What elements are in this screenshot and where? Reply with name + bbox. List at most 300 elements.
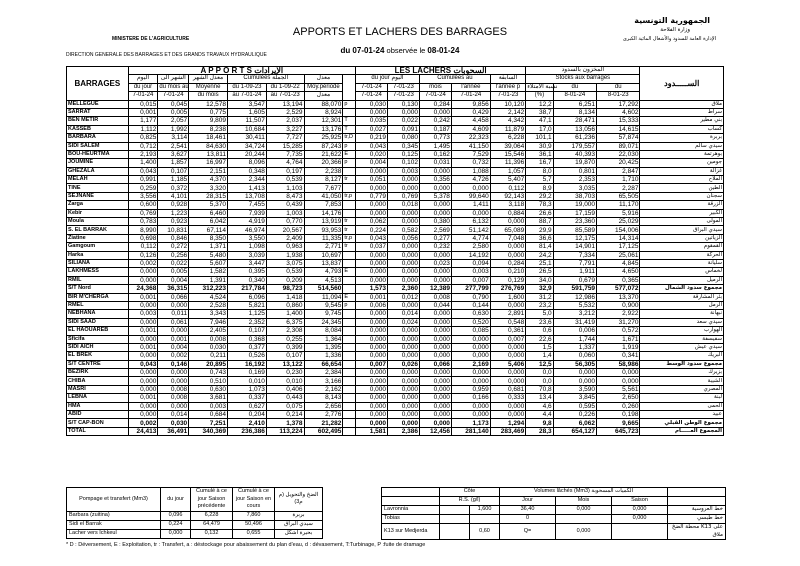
footnote: * D : Déversement, E : Exploitation, tr : Transfert, a : déstockage pour abaissement du plan d'eau, d : dévasement, T:Turbinage, P :fuite de dramage bbox=[66, 542, 426, 548]
lacher-cell: 5,378 bbox=[419, 192, 451, 200]
apport-cell: 0,406 bbox=[266, 385, 304, 393]
lacher-cell: 0,018 bbox=[388, 201, 420, 209]
stock-cell: 61,236 bbox=[553, 134, 596, 142]
apport-cell: 1,177 bbox=[128, 117, 158, 125]
stock-cell: 23,2 bbox=[526, 301, 553, 309]
stock-cell: 8,134 bbox=[553, 108, 596, 116]
col-l1b: 7-01-24 bbox=[356, 92, 388, 100]
transfer-label: Lacher vers Ichkeul bbox=[67, 529, 161, 538]
lacher-cell: 1,600 bbox=[490, 293, 525, 301]
apport-cell: 2,405 bbox=[189, 327, 228, 335]
stock-cell: 70,8 bbox=[526, 385, 553, 393]
stock-cell: 0,341 bbox=[597, 352, 640, 360]
lacher-cell: 0,000 bbox=[490, 369, 525, 377]
barrage-name: S/T CENTRE bbox=[67, 360, 129, 368]
col-lachers: LES LACHERS السحوبات bbox=[356, 67, 526, 75]
lacher-cell: 0,062 bbox=[356, 218, 388, 226]
apport-cell: 1,395 bbox=[304, 343, 343, 351]
barrage-name: SIDI SAAD bbox=[67, 318, 129, 326]
barrage-name: Zarga bbox=[67, 201, 129, 209]
lacher-cell: 0,043 bbox=[356, 142, 388, 150]
apport-cell: 602,495 bbox=[304, 427, 343, 435]
stock-cell: 15,333 bbox=[597, 117, 640, 125]
lacher-cell: 0,582 bbox=[388, 226, 420, 234]
transfer-label-ar: بربرة bbox=[275, 511, 323, 520]
apport-cell: 0,043 bbox=[128, 360, 158, 368]
col-apports: A P P O R T S الإيرادات bbox=[128, 67, 355, 75]
transfer-header bbox=[67, 488, 323, 512]
apport-cell: 1,003 bbox=[266, 209, 304, 217]
transfer-row bbox=[67, 529, 323, 538]
volume-value: Q= bbox=[500, 524, 556, 540]
apport-cell: 2,352 bbox=[228, 318, 267, 326]
barrage-name: LEBNA bbox=[67, 394, 129, 402]
barrage-name-ar: مجموع الوطن القبلي bbox=[640, 419, 724, 427]
barrage-name: SARRAT bbox=[67, 108, 129, 116]
table-row bbox=[67, 142, 724, 150]
volume-row bbox=[382, 524, 726, 540]
apport-cell: 6,096 bbox=[228, 293, 267, 301]
flag-cell: p bbox=[343, 100, 356, 108]
apport-cell: 46,974 bbox=[228, 226, 267, 234]
table-row bbox=[67, 234, 724, 242]
lacher-cell: 12,456 bbox=[419, 427, 451, 435]
volume-value: 36,40 bbox=[500, 506, 556, 515]
table-row bbox=[67, 310, 724, 318]
lacher-cell: 1,088 bbox=[451, 167, 490, 175]
apport-cell: 1,582 bbox=[189, 268, 228, 276]
stock-cell: 591,759 bbox=[553, 285, 596, 293]
barrage-name-ar: الطين bbox=[640, 184, 724, 192]
lacher-cell: 0,884 bbox=[490, 209, 525, 217]
apport-cell: 3,166 bbox=[304, 377, 343, 385]
lacher-cell: 0,429 bbox=[451, 108, 490, 116]
stock-cell: 2,650 bbox=[597, 394, 640, 402]
stock-cell: 1,337 bbox=[553, 343, 596, 351]
volume-value: 0,000 bbox=[612, 515, 668, 524]
stock-cell: 12,175 bbox=[553, 234, 596, 242]
lacher-cell: 0,000 bbox=[490, 377, 525, 385]
lacher-cell: 0,333 bbox=[490, 394, 525, 402]
col-l2: 7-01-23 bbox=[388, 83, 420, 91]
lacher-cell: 6,228 bbox=[490, 134, 525, 142]
stock-cell: 0,365 bbox=[597, 276, 640, 284]
stock-cell: 0,006 bbox=[553, 327, 596, 335]
stock-cell: 2,287 bbox=[597, 184, 640, 192]
barrage-name-ar: الحمى bbox=[640, 402, 724, 410]
stock-cell: 101,1 bbox=[526, 134, 553, 142]
stock-cell: 0,900 bbox=[597, 301, 640, 309]
col-lach-annee: l'année bbox=[451, 83, 490, 91]
apport-cell: 0,197 bbox=[266, 167, 304, 175]
stock-cell: 0,000 bbox=[597, 369, 640, 377]
apport-cell: 0,348 bbox=[228, 167, 267, 175]
apport-cell: 1,336 bbox=[304, 352, 343, 360]
lacher-cell: 0,080 bbox=[388, 134, 420, 142]
volume-row bbox=[382, 506, 726, 515]
apport-cell: 16,997 bbox=[189, 159, 228, 167]
stock-cell: 0,0 bbox=[526, 377, 553, 385]
barrage-name: SILIANA bbox=[67, 259, 129, 267]
flag-cell bbox=[343, 402, 356, 410]
stock-cell: 9,665 bbox=[597, 419, 640, 427]
col-s1: 8-01-24 bbox=[553, 92, 596, 100]
volume-cote bbox=[440, 524, 470, 540]
lacher-cell: 0,000 bbox=[490, 402, 525, 410]
lacher-cell: 0,102 bbox=[388, 159, 420, 167]
lacher-cell: 0,000 bbox=[356, 377, 388, 385]
lacher-cell: 0,000 bbox=[419, 411, 451, 419]
header-row-1 bbox=[67, 67, 724, 75]
lacher-cell: 0,000 bbox=[388, 402, 420, 410]
apport-cell: 0,539 bbox=[266, 268, 304, 276]
lacher-cell: 0,345 bbox=[388, 142, 420, 150]
volumes-header bbox=[382, 488, 726, 497]
lacher-cell: 0,779 bbox=[356, 192, 388, 200]
volume-row bbox=[382, 515, 726, 524]
stock-cell: 23,6 bbox=[526, 318, 553, 326]
lacher-cell: 0,520 bbox=[451, 318, 490, 326]
stock-cell: 11,170 bbox=[597, 201, 640, 209]
apport-cell: 0,022 bbox=[158, 259, 189, 267]
subtotal-row bbox=[67, 285, 724, 293]
barrage-name-ar: سيدي سالم bbox=[640, 142, 724, 150]
lacher-cell: 0,000 bbox=[356, 318, 388, 326]
apport-cell: 0,066 bbox=[158, 293, 189, 301]
lacher-cell: 2,569 bbox=[419, 226, 451, 234]
stock-cell: 20,425 bbox=[597, 159, 640, 167]
apport-cell: 0,010 bbox=[266, 377, 304, 385]
barrage-name: BOU-HEURTMA bbox=[67, 150, 129, 158]
apport-cell: 0,107 bbox=[228, 327, 267, 335]
barrage-name-ar: نبهانة bbox=[640, 310, 724, 318]
barrage-name: NEBHANA bbox=[67, 310, 129, 318]
lacher-cell: 1,495 bbox=[419, 142, 451, 150]
flag-cell bbox=[343, 276, 356, 284]
lacher-cell: 0,000 bbox=[419, 394, 451, 402]
lacher-cell: 4,609 bbox=[451, 125, 490, 133]
lacher-cell: 0,000 bbox=[419, 385, 451, 393]
apport-cell: 0,030 bbox=[189, 343, 228, 351]
col-moyenne: Moyenne bbox=[189, 83, 228, 91]
barrage-name-ar: الزياتين bbox=[640, 234, 724, 242]
col-lach-jour: du jour اليوم bbox=[356, 75, 420, 83]
volumes-h-saison: Saison bbox=[612, 497, 668, 506]
apport-cell: 0,000 bbox=[158, 369, 189, 377]
stock-cell: 3,845 bbox=[553, 394, 596, 402]
stock-cell: 26,5 bbox=[526, 268, 553, 276]
apport-cell: 2,344 bbox=[228, 176, 267, 184]
table-row bbox=[67, 150, 724, 158]
stock-cell: 0,572 bbox=[597, 327, 640, 335]
apport-cell: 0,030 bbox=[158, 419, 189, 427]
apport-cell: 0,000 bbox=[158, 301, 189, 309]
apport-cell: 0,698 bbox=[128, 234, 158, 242]
apport-cell: 0,014 bbox=[158, 411, 189, 419]
apport-cell: 1,413 bbox=[228, 184, 267, 192]
lacher-cell: 0,000 bbox=[451, 369, 490, 377]
barrage-name: BARBARA bbox=[67, 134, 129, 142]
apport-cell: 0,000 bbox=[128, 402, 158, 410]
stock-cell: 24,2 bbox=[526, 251, 553, 259]
stock-cell: 57,874 bbox=[597, 134, 640, 142]
lacher-cell: 0,162 bbox=[419, 150, 451, 158]
apport-cell: 0,230 bbox=[266, 369, 304, 377]
apport-cell: 0,214 bbox=[266, 411, 304, 419]
stock-cell: 14,615 bbox=[597, 125, 640, 133]
apport-cell: 8,238 bbox=[189, 125, 228, 133]
lacher-cell: 0,000 bbox=[490, 343, 525, 351]
stock-cell: 22,6 bbox=[526, 335, 553, 343]
stock-cell: 0,000 bbox=[553, 377, 596, 385]
volume-value: 0 bbox=[500, 515, 556, 524]
stock-cell: 645,723 bbox=[597, 427, 640, 435]
apport-cell: 36,491 bbox=[158, 427, 189, 435]
volumes-h-jour: Jour bbox=[500, 497, 556, 506]
direction-label: DIRECTION GENERALE DES BARRAGES ET DES GRANDS TRAVAUX HYDRAULIQUE bbox=[66, 52, 267, 58]
col-du2: du bbox=[597, 83, 640, 91]
apport-cell: 1,605 bbox=[228, 108, 267, 116]
table-row bbox=[67, 100, 724, 108]
barrage-name: CHIBA bbox=[67, 377, 129, 385]
apport-cell: 5,821 bbox=[228, 301, 267, 309]
volume-rs: 1,600 bbox=[470, 506, 500, 515]
lacher-cell: 0,000 bbox=[356, 327, 388, 335]
apport-cell: 312,223 bbox=[189, 285, 228, 293]
apport-cell: 13,837 bbox=[304, 259, 343, 267]
stock-cell: 12,2 bbox=[526, 100, 553, 108]
apport-cell: 0,061 bbox=[158, 318, 189, 326]
apport-cell: 0,259 bbox=[128, 184, 158, 192]
apport-cell: 3,075 bbox=[266, 259, 304, 267]
stock-cell: 2,922 bbox=[597, 310, 640, 318]
republic-label: الجمهورية التونسية bbox=[634, 16, 710, 25]
barrage-name-ar: بني مطير bbox=[640, 117, 724, 125]
flag-cell bbox=[343, 377, 356, 385]
lacher-cell: 0,014 bbox=[388, 310, 420, 318]
lacher-cell: 0,000 bbox=[419, 327, 451, 335]
apport-cell: 0,923 bbox=[158, 218, 189, 226]
stock-cell: 28,471 bbox=[553, 117, 596, 125]
lacher-cell: 0,000 bbox=[419, 167, 451, 175]
lacher-cell: 0,166 bbox=[451, 394, 490, 402]
apport-cell: 0,003 bbox=[128, 310, 158, 318]
col-pct: (%) bbox=[526, 92, 553, 100]
transfer-body bbox=[67, 511, 323, 538]
apport-cell: 10,831 bbox=[158, 226, 189, 234]
lacher-cell: 0,144 bbox=[451, 301, 490, 309]
stock-cell: 34,0 bbox=[526, 276, 553, 284]
col-ar-moyenne: معدل الشهر bbox=[189, 75, 228, 83]
lacher-cell: 1,573 bbox=[356, 285, 388, 293]
lacher-cell: 0,130 bbox=[388, 100, 420, 108]
col-lach-annee-p: l'année p bbox=[490, 83, 525, 91]
apport-cell: 13,122 bbox=[266, 360, 304, 368]
lacher-cell: 0,037 bbox=[356, 243, 388, 251]
apport-cell: 0,255 bbox=[266, 335, 304, 343]
barrage-name: Harka bbox=[67, 251, 129, 259]
lacher-cell: 2,169 bbox=[451, 360, 490, 368]
apport-cell: 3,556 bbox=[128, 192, 158, 200]
apport-cell: 21,622 bbox=[304, 150, 343, 158]
barrage-name-ar: غزالة bbox=[640, 167, 724, 175]
apport-cell: 8,350 bbox=[189, 234, 228, 242]
apport-cell: 0,003 bbox=[189, 402, 228, 410]
stock-cell: 0,226 bbox=[553, 411, 596, 419]
lacher-cell: 4,458 bbox=[451, 117, 490, 125]
lacher-cell: 283,469 bbox=[490, 427, 525, 435]
transfer-value: 50,496 bbox=[233, 520, 275, 529]
apport-cell: 5,607 bbox=[189, 259, 228, 267]
volumes-table bbox=[381, 487, 726, 540]
volume-label-ar: محطة الضخ K13 على ملاق bbox=[668, 524, 726, 540]
barrage-name-ar: سيدي البراق bbox=[640, 226, 724, 234]
apport-cell: 0,008 bbox=[189, 335, 228, 343]
lacher-cell: 0,035 bbox=[356, 117, 388, 125]
lacher-cell: 99,640 bbox=[451, 192, 490, 200]
stock-cell: 0,6 bbox=[526, 327, 553, 335]
stock-cell: 577,072 bbox=[597, 285, 640, 293]
stock-cell: 5,7 bbox=[526, 176, 553, 184]
col-stocks-ar: المخزون بالسدود bbox=[526, 67, 640, 75]
lacher-cell: 0,232 bbox=[419, 243, 451, 251]
transfer-h-mois: Cumulé à ce jour Saison précédente bbox=[191, 488, 233, 512]
stock-cell: 4,6 bbox=[526, 402, 553, 410]
page-title: APPORTS ET LACHERS DES BARRAGES bbox=[292, 26, 508, 38]
barrage-name: ABID bbox=[67, 411, 129, 419]
lacher-cell: 0,044 bbox=[419, 301, 451, 309]
lacher-cell: 6,132 bbox=[451, 218, 490, 226]
barrage-name-ar: الرمل bbox=[640, 301, 724, 309]
lacher-cell: 0,000 bbox=[388, 276, 420, 284]
lacher-cell: 0,056 bbox=[388, 234, 420, 242]
col-d4: du 1-09-22 bbox=[266, 83, 304, 91]
apport-cell: 0,627 bbox=[228, 402, 267, 410]
apport-cell: 1,371 bbox=[189, 243, 228, 251]
stock-cell: 36,6 bbox=[526, 234, 553, 242]
barrage-name-ar: الملاح bbox=[640, 176, 724, 184]
apport-cell: 0,126 bbox=[128, 251, 158, 259]
apport-cell: 2,409 bbox=[266, 234, 304, 242]
flag-cell bbox=[343, 310, 356, 318]
barrage-name-ar: الزرقة bbox=[640, 201, 724, 209]
barrage-name-ar: مجموع سدود الشمال bbox=[640, 285, 724, 293]
lacher-cell: 0,000 bbox=[419, 276, 451, 284]
apport-cell: 12,301 bbox=[304, 117, 343, 125]
apport-cell: 1,103 bbox=[266, 184, 304, 192]
stock-cell: 65,505 bbox=[597, 192, 640, 200]
lacher-cell: 0,361 bbox=[490, 327, 525, 335]
col-stocks: Stocks aux barrages bbox=[526, 75, 640, 83]
transfer-value: 64,479 bbox=[191, 520, 233, 529]
apport-cell: 20,895 bbox=[189, 360, 228, 368]
stock-cell: 25,061 bbox=[597, 251, 640, 259]
barrage-name-ar: سراط bbox=[640, 108, 724, 116]
table-row bbox=[67, 218, 724, 226]
apport-cell: 1,400 bbox=[266, 310, 304, 318]
lacher-cell: 0,000 bbox=[388, 251, 420, 259]
apport-cell: 0,377 bbox=[228, 343, 267, 351]
flag-cell bbox=[343, 394, 356, 402]
col-ar-mois: الشهر الى bbox=[158, 75, 189, 83]
stock-cell: 29,2 bbox=[526, 192, 553, 200]
apport-cell: 88,070 bbox=[304, 100, 343, 108]
apport-cell: 0,001 bbox=[128, 394, 158, 402]
subtotal-row bbox=[67, 360, 724, 368]
flag-cell bbox=[343, 411, 356, 419]
col-du: du bbox=[553, 83, 596, 91]
transfer-label: Sidi el Barrak bbox=[67, 520, 161, 529]
stock-cell: 0,000 bbox=[597, 377, 640, 385]
apport-cell: 0,000 bbox=[128, 318, 158, 326]
stock-cell: 36,1 bbox=[526, 150, 553, 158]
apport-cell: 0,000 bbox=[128, 276, 158, 284]
table-row bbox=[67, 327, 724, 335]
apport-cell: 0,000 bbox=[128, 411, 158, 419]
lacher-cell: 0,000 bbox=[356, 343, 388, 351]
flag-cell bbox=[343, 251, 356, 259]
barrage-name-ar: الحركة bbox=[640, 251, 724, 259]
apport-cell: 0,846 bbox=[158, 234, 189, 242]
lacher-cell: 0,000 bbox=[451, 402, 490, 410]
col-mois: du mois au bbox=[159, 83, 189, 90]
stock-cell: 28,3 bbox=[526, 427, 553, 435]
table-row bbox=[67, 117, 724, 125]
table-row bbox=[67, 352, 724, 360]
volume-label: Lavronnia bbox=[382, 506, 440, 515]
table-row bbox=[67, 377, 724, 385]
lacher-cell: 0,210 bbox=[490, 268, 525, 276]
stock-cell: 30,9 bbox=[526, 142, 553, 150]
table-row bbox=[67, 125, 724, 133]
apport-cell: 0,000 bbox=[158, 377, 189, 385]
apport-cell: 0,991 bbox=[128, 176, 158, 184]
barrage-name-ar: بئر المشارقة bbox=[640, 293, 724, 301]
apport-cell: 2,529 bbox=[266, 108, 304, 116]
stock-cell: 154,006 bbox=[597, 226, 640, 234]
volumes-sh-blank2 bbox=[668, 497, 726, 506]
lacher-cell: 0,000 bbox=[388, 259, 420, 267]
lacher-cell: 0,129 bbox=[490, 276, 525, 284]
stock-cell: 5,916 bbox=[597, 209, 640, 217]
lacher-cell: 0,043 bbox=[356, 234, 388, 242]
stock-cell: 19,870 bbox=[553, 159, 596, 167]
subtotal-row bbox=[67, 419, 724, 427]
transfer-value: 0,655 bbox=[233, 529, 275, 538]
barrage-name: Moula bbox=[67, 218, 129, 226]
volumes-h-mois: Mois bbox=[556, 497, 612, 506]
volume-rs: 0,60 bbox=[470, 524, 500, 540]
apport-cell: 7,251 bbox=[189, 419, 228, 427]
lacher-cell: 0,006 bbox=[356, 301, 388, 309]
apport-cell: 12,578 bbox=[189, 100, 228, 108]
stock-cell: 12,986 bbox=[553, 293, 596, 301]
lacher-cell: 0,000 bbox=[419, 201, 451, 209]
lacher-cell: 0,277 bbox=[419, 234, 451, 242]
volumes-h-cote: Côte bbox=[440, 488, 500, 497]
transfer-row bbox=[67, 520, 323, 529]
lacher-cell: 0,000 bbox=[356, 352, 388, 360]
lacher-cell: 0,000 bbox=[388, 327, 420, 335]
date-from: 07-01-24 bbox=[352, 46, 385, 55]
barrage-name-ar: الرميل bbox=[640, 276, 724, 284]
flag-cell: tr bbox=[343, 226, 356, 234]
flag-cell bbox=[343, 369, 356, 377]
apport-cell: 84,630 bbox=[189, 142, 228, 150]
stock-cell: 13,370 bbox=[597, 293, 640, 301]
apport-cell: 13,708 bbox=[228, 192, 267, 200]
apport-cell: 0,000 bbox=[158, 327, 189, 335]
